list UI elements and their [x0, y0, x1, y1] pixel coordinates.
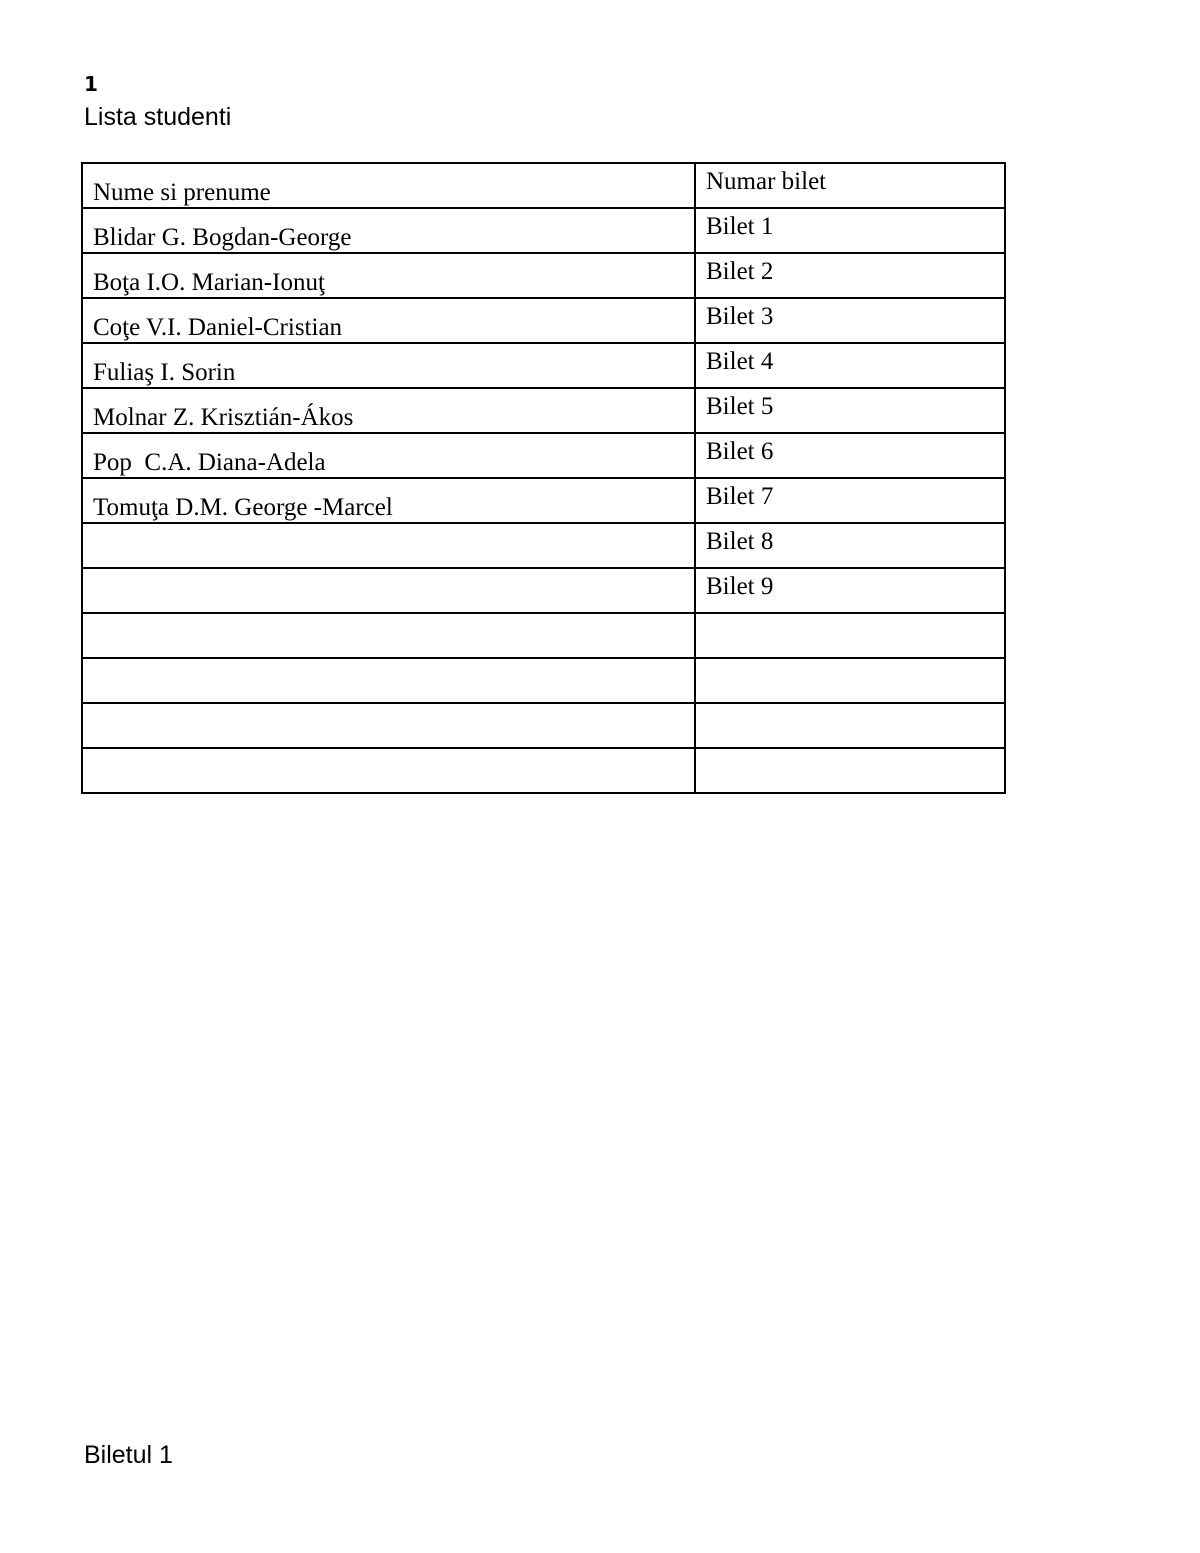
ticket-number-cell: Bilet 5 [695, 388, 1005, 433]
student-name-cell: Boţa I.O. Marian-Ionuţ [82, 253, 695, 298]
student-name-cell: Pop C.A. Diana-Adela [82, 433, 695, 478]
student-name-cell: Coţe V.I. Daniel-Cristian [82, 298, 695, 343]
ticket-number-cell: Bilet 7 [695, 478, 1005, 523]
ticket-number-cell [695, 613, 1005, 658]
student-name-cell [82, 523, 695, 568]
table-row [82, 478, 1005, 523]
header-ticket: Numar bilet [695, 163, 1005, 208]
student-name-cell [82, 613, 695, 658]
table-row [82, 568, 1005, 613]
ticket-number-cell: Bilet 3 [695, 298, 1005, 343]
ticket-number-cell: Bilet 9 [695, 568, 1005, 613]
page-title: Lista studenti [84, 103, 232, 131]
footer-ticket-label: Biletul 1 [84, 1441, 173, 1469]
students-table [81, 162, 1006, 794]
student-name-cell [82, 568, 695, 613]
table-row [82, 748, 1005, 793]
table-row [82, 298, 1005, 343]
student-name-cell [82, 748, 695, 793]
table-row [82, 703, 1005, 748]
table-row [82, 613, 1005, 658]
student-name-cell: Blidar G. Bogdan-George [82, 208, 695, 253]
ticket-number-cell: Bilet 8 [695, 523, 1005, 568]
student-name-cell [82, 658, 695, 703]
student-name-cell [82, 703, 695, 748]
table-row [82, 433, 1005, 478]
table-row [82, 523, 1005, 568]
table-row [82, 343, 1005, 388]
ticket-number-cell [695, 748, 1005, 793]
table-row [82, 388, 1005, 433]
table-row [82, 253, 1005, 298]
ticket-number-cell [695, 703, 1005, 748]
student-name-cell: Molnar Z. Krisztián-Ákos [82, 388, 695, 433]
ticket-number-cell: Bilet 4 [695, 343, 1005, 388]
ticket-number-cell: Bilet 6 [695, 433, 1005, 478]
ticket-number-cell: Bilet 2 [695, 253, 1005, 298]
student-name-cell: Fuliaş I. Sorin [82, 343, 695, 388]
page-number: 1 [84, 72, 98, 96]
student-name-cell: Tomuţa D.M. George -Marcel [82, 478, 695, 523]
table-row [82, 208, 1005, 253]
ticket-number-cell [695, 658, 1005, 703]
table-row [82, 658, 1005, 703]
ticket-number-cell: Bilet 1 [695, 208, 1005, 253]
table-header-row [82, 163, 1005, 208]
header-name: Nume si prenume [82, 163, 695, 208]
